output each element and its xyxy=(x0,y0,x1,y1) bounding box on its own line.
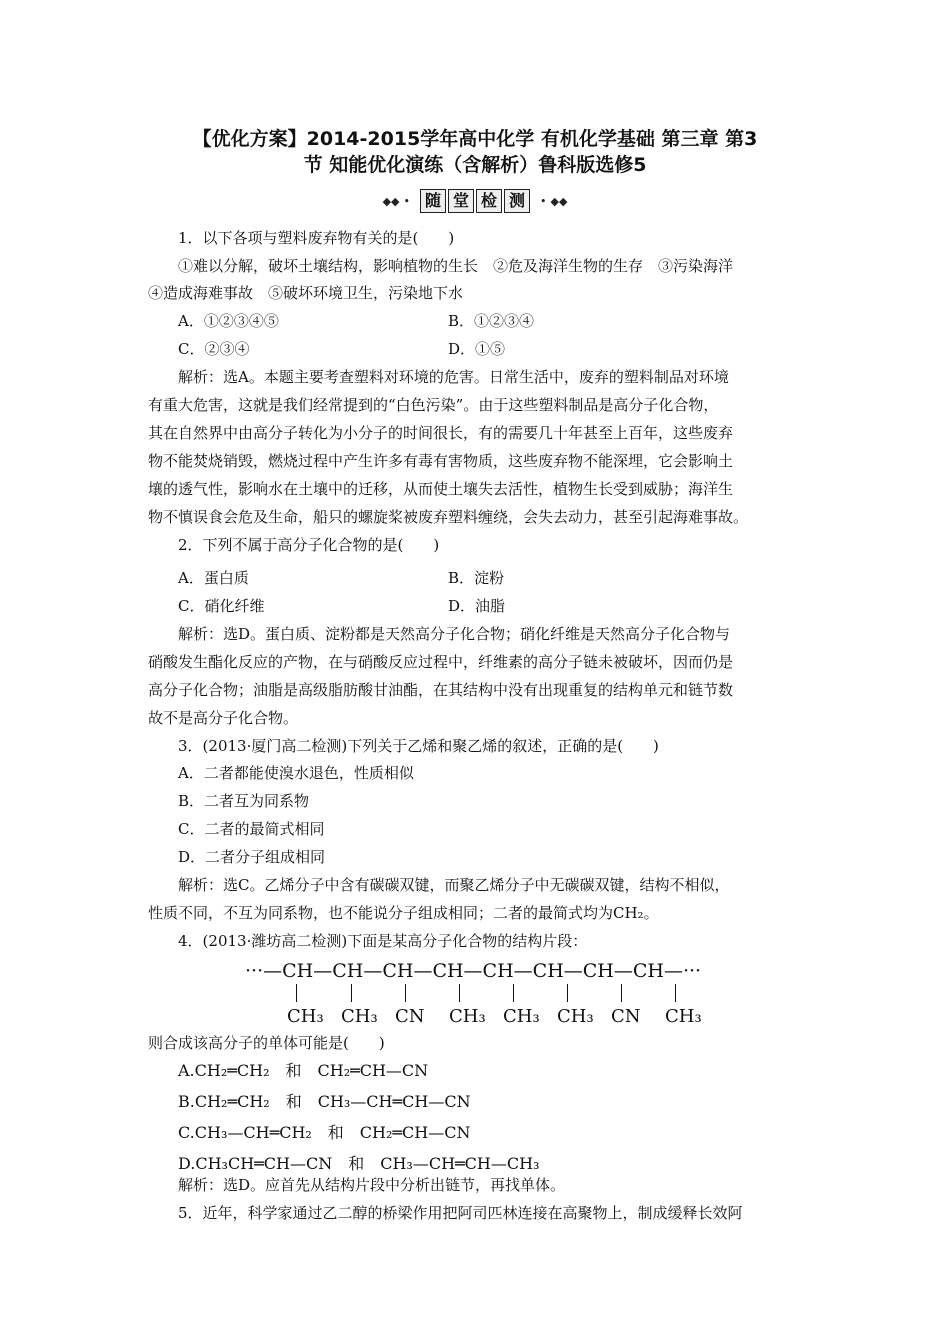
question-2-stem: 2．下列不属于高分子化合物的是( ) xyxy=(178,536,440,554)
dot-icon: • xyxy=(540,194,547,208)
question-1-line2: ①难以分解，破坏土壤结构，影响植物的生长 ②危及海洋生物的生存 ③污染海洋 xyxy=(178,257,734,275)
substituent: CH₃ xyxy=(449,1006,486,1027)
diamond-icon: ◆◆ xyxy=(382,194,400,208)
question-2-analysis-line: 高分子化合物；油脂是高级脂肪酸甘油酯，在其结构中没有出现重复的结构单元和链节数 xyxy=(148,681,734,699)
bond-line xyxy=(675,984,676,1002)
question-4-option-b: B.CH₂═CH₂ 和 CH₃—CH═CH—CN xyxy=(178,1092,471,1111)
banner-text xyxy=(420,189,530,213)
question-1-analysis-line: 壤的透气性，影响水在土壤中的迁移，从而使土壤失去活性，植物生长受到威胁；海洋生 xyxy=(148,480,734,498)
question-1-stem: 1．以下各项与塑料废弃物有关的是( ) xyxy=(178,229,455,247)
question-3-option-b: B．二者互为同系物 xyxy=(178,792,310,810)
question-2-option-c: C．硝化纤维 xyxy=(178,597,265,615)
question-1-analysis-line: 其在自然界中由高分子转化为小分子的时间很长，有的需要几十年甚至上百年，这些废弃 xyxy=(148,424,734,442)
substituent: CH₃ xyxy=(557,1006,594,1027)
bond-line xyxy=(351,984,352,1002)
question-2-analysis-line: 解析：选D。蛋白质、淀粉都是天然高分子化合物；硝化纤维是天然高分子化合物与 xyxy=(178,625,731,643)
banner-char: 随 xyxy=(420,189,446,213)
question-3-analysis-line: 解析：选C。乙烯分子中含有碳碳双键，而聚乙烯分子中无碳碳双键，结构不相似， xyxy=(178,876,730,894)
document-title-line2: 节 知能优化演练（含解析）鲁科版选修5 xyxy=(303,154,647,176)
substituent: CN xyxy=(395,1006,425,1027)
question-3-analysis-line: 性质不同，不互为同系物，也不能说分子组成相同；二者的最简式均为CH₂。 xyxy=(148,904,659,922)
question-2-option-d: D．油脂 xyxy=(448,597,506,615)
question-4-analysis: 解析：选D。应首先从结构片段中分析出链节，再找单体。 xyxy=(178,1176,566,1194)
question-5-stem: 5．近年，科学家通过乙二醇的桥梁作用把阿司匹林连接在高聚物上，制成缓释长效阿 xyxy=(178,1204,743,1222)
polymer-structure xyxy=(245,960,765,1032)
question-4-option-a: A.CH₂═CH₂ 和 CH₂═CH—CN xyxy=(178,1061,429,1080)
question-1-option-d: D．①⑤ xyxy=(448,340,506,358)
bond-line xyxy=(621,984,622,1002)
banner-char: 检 xyxy=(476,189,502,213)
document-title-line1: 【优化方案】2014-2015学年高中化学 有机化学基础 第三章 第3 xyxy=(192,128,758,150)
banner-char: 堂 xyxy=(448,189,474,213)
question-2-option-a: A．蛋白质 xyxy=(178,569,249,587)
substituent: CH₃ xyxy=(665,1006,702,1027)
question-3-option-a: A．二者都能使溴水退色，性质相似 xyxy=(178,764,414,782)
question-1-option-c: C．②③④ xyxy=(178,340,250,358)
question-4-option-d: D.CH₃CH═CH—CN 和 CH₃—CH═CH—CH₃ xyxy=(178,1154,540,1173)
section-banner xyxy=(0,188,950,214)
substituent: CH₃ xyxy=(503,1006,540,1027)
question-4-question: 则合成该高分子的单体可能是( ) xyxy=(148,1034,385,1052)
diamond-icon: ◆◆ xyxy=(550,194,568,208)
bond-line xyxy=(296,984,297,1002)
question-4-stem: 4．(2013·潍坊高二检测)下面是某高分子化合物的结构片段： xyxy=(178,932,588,950)
question-4-option-c: C.CH₃—CH═CH₂ 和 CH₂═CH—CN xyxy=(178,1123,471,1142)
substituent: CN xyxy=(611,1006,641,1027)
banner-char: 测 xyxy=(504,189,530,213)
question-2-analysis-line: 故不是高分子化合物。 xyxy=(148,709,299,727)
question-1-analysis-line: 物不能焚烧销毁，燃烧过程中产生许多有毒有害物质，这些废弃物不能深埋，它会影响土 xyxy=(148,452,734,470)
question-1-option-a: A．①②③④⑤ xyxy=(178,312,279,330)
question-2-option-b: B．淀粉 xyxy=(448,569,505,587)
question-1-analysis-line: 解析：选A。本题主要考查塑料对环境的危害。日常生活中，废弃的塑料制品对环境 xyxy=(178,368,729,386)
question-1-analysis-line: 有重大危害，这就是我们经常提到的“白色污染”。由于这些塑料制品是高分子化合物， xyxy=(148,396,719,414)
question-3-stem: 3．(2013·厦门高二检测)下列关于乙烯和聚乙烯的叙述，正确的是( ) xyxy=(178,737,659,755)
bond-line xyxy=(567,984,568,1002)
bond-line xyxy=(405,984,406,1002)
substituent: CH₃ xyxy=(287,1006,324,1027)
question-1-line3: ④造成海难事故 ⑤破坏环境卫生，污染地下水 xyxy=(148,284,464,302)
question-1-analysis-line: 物不慎误食会危及生命，船只的螺旋桨被废弃塑料缠绕，会失去动力，甚至引起海难事故。 xyxy=(148,508,749,526)
substituent: CH₃ xyxy=(341,1006,378,1027)
question-3-option-d: D．二者分子组成相同 xyxy=(178,848,326,866)
question-3-option-c: C．二者的最简式相同 xyxy=(178,820,325,838)
question-2-analysis-line: 硝酸发生酯化反应的产物，在与硝酸反应过程中，纤维素的高分子链未被破坏，因而仍是 xyxy=(148,653,734,671)
dot-icon: • xyxy=(403,194,410,208)
bond-line xyxy=(459,984,460,1002)
question-1-option-b: B．①②③④ xyxy=(448,312,535,330)
polymer-chain: ···—CH—CH—CH—CH—CH—CH—CH—CH—··· xyxy=(245,960,702,982)
bond-line xyxy=(513,984,514,1002)
